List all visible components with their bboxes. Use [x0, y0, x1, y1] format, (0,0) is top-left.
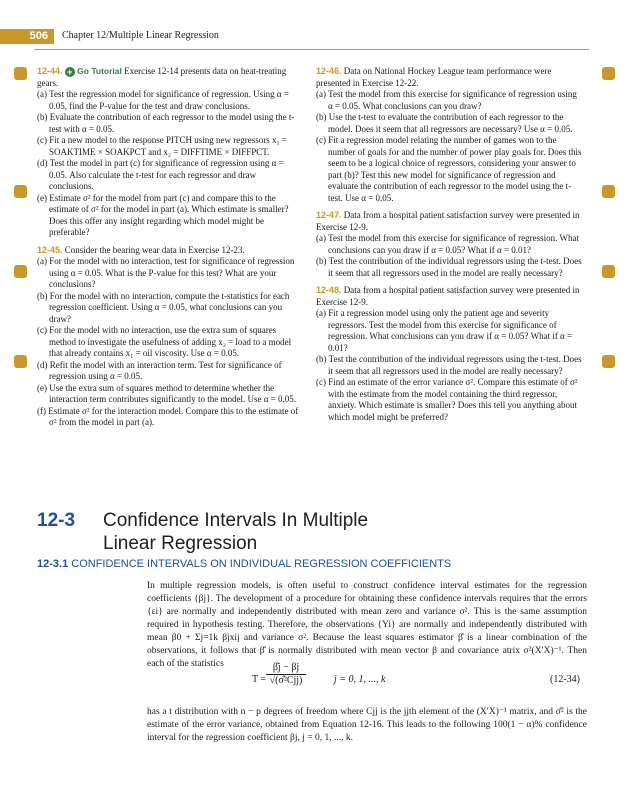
margin-icon-right-3 [602, 265, 615, 278]
exercise-intro: Data from a hospital patient satisfaction survey were presented in Exercise 12-9. [316, 210, 580, 232]
equation-denominator: √(σ̂²Cjj) [269, 675, 303, 686]
exercise-part: (b) Test the contribution of the individual regressors using the t-test. Does it seem that all regressors used in the model are really necessary? [316, 354, 582, 376]
margin-icon-left-4 [14, 355, 27, 368]
right-exercise-column [316, 66, 582, 429]
plus-icon: + [65, 67, 75, 77]
exercise-12-45 [37, 245, 299, 429]
margin-icon-left-1 [14, 67, 27, 80]
exercise-part: (f) Estimate σ² for the interaction model. Compare this to the estimate of σ² from the model in part (a). [37, 405, 299, 427]
exercise-12-46 [316, 66, 582, 204]
section-heading [37, 510, 368, 532]
section-number: 12-3 [37, 510, 76, 531]
exercise-intro: Exercise 12-14 presents data on heat-treating gears. [37, 66, 287, 88]
go-tutorial-link[interactable]: + Go Tutorial [65, 66, 122, 76]
equation-12-34 [220, 662, 580, 696]
equation-range: j = 0, 1, ..., k [334, 674, 386, 685]
margin-icon-right-4 [602, 355, 615, 368]
exercise-12-44 [37, 66, 299, 239]
exercise-part: (d) Refit the model with an interaction term. Test for significance of regression using α = 0.05. [37, 359, 282, 381]
subsection-title: CONFIDENCE INTERVALS ON INDIVIDUAL REGRESSION COEFFICIENTS [71, 558, 452, 570]
exercise-intro: Data from a hospital patient satisfaction survey were presented in Exercise 12-9. [316, 285, 580, 307]
subsection-number: 12-3.1 [37, 558, 69, 570]
exercise-intro: Data on National Hockey League team performance were presented in Exercise 12-22. [316, 66, 552, 88]
equation-fraction [266, 662, 306, 686]
exercise-part: (b) Test the contribution of the individual regressors using the t-test. Does it seem that all regressors used in the model are really necessary? [316, 256, 582, 278]
exercise-part: (d) Test the model in part (c) for significance of regression using α = 0.05. Also calculate the t-test for each regressor and draw conclusions. [37, 158, 284, 191]
exercise-part: (a) Test the model from this exercise for significance of regression using α = 0.05. What conclusions can you draw? [316, 89, 577, 111]
exercise-part: (c) Fit a new model to the response PITCH using new regressors x₁ = SOAKTIME × SOAKPCT and x₂ = DIFFTIME × DIFFPCT. [37, 135, 287, 157]
equation-lhs: T = [252, 674, 267, 685]
exercise-part: (a) Test the model from this exercise for significance of regression. What conclusions can you draw if α = 0.05? What if α = 0.01? [316, 233, 579, 255]
exercise-part: (c) For the model with no interaction, use the extra sum of squares method to investigate the usefulness of adding x₂ = load to a model that already contains x₁ = oil viscosity. Use α = 0.05. [37, 325, 292, 358]
margin-icon-right-1 [602, 67, 615, 80]
exercise-part: (a) Fit a regression model using only the patient age and severity regressors. Test the model from this exercise for significance of regression. What conclusions can you draw if α = 0.05? What if α = 0.01? [316, 308, 573, 353]
exercise-number: 12-46. [316, 66, 342, 76]
exercise-12-48 [316, 285, 582, 423]
body-paragraph-1: In multiple regression models, is often useful to construct confidence interval estimates for the regression coefficients {βj}. The development of a procedure for obtaining these confidence intervals requires that the errors {εi} are normally and independently distributed with mean zero and variance σ². This is the same assumption required in hypothesis testing. Therefore, the observations {Yi} are normally and independently distributed with mean β0 + Σj=1k βjxij and variance σ². Because the least squares estimator β̂ is a linear combination of the observations, it follows that β̂ is normally distributed with mean vector β and covariance atrix σ²(X′X)⁻¹. Then each of the statistics [147, 581, 587, 669]
margin-icon-left-2 [14, 185, 27, 198]
exercise-part: (c) Fit a regression model relating the number of games won to the number of goals for and the number of power play goals for. Does this seem to be a logical choice of regressors, considering your answer to part (b)? Test this new model for significance of regression and evaluate the contribution of each regressor to the model using the t-test. Use α = 0.05. [316, 135, 582, 203]
equation-numerator: β̂j − βj [266, 662, 306, 675]
exercise-number: 12-48. [316, 285, 342, 295]
exercise-intro: Consider the bearing wear data in Exercise 12-23. [64, 244, 245, 255]
page-header [0, 26, 639, 46]
exercise-part: (b) For the model with no interaction, compute the t-statistics for each regression coefficient. Using α = 0.05, what conclusions can you draw? [37, 290, 290, 324]
margin-icon-left-3 [14, 265, 27, 278]
margin-icon-right-2 [602, 185, 615, 198]
left-exercise-column [37, 66, 299, 435]
body-paragraph-2: has a t distribution with n − p degrees of freedom where Cjj is the jjth element of the (X′X)⁻¹ matrix, and σ̂² is the estimate of the error variance, obtained from Equation 12-16. This leads to the following 100(1 − α)% confidence interval for the regression coefficient βj, j = 0, 1, ..., k. [147, 707, 587, 743]
exercise-number: 12-45. [37, 244, 63, 255]
exercise-part: (c) Find an estimate of the error variance σ². Compare this estimate of σ² with the estimate from the model containing the third regressor, anxiety. Which estimate is smaller? Does this tell you anything about which model might be preferred? [316, 377, 578, 422]
subsection-heading [37, 558, 451, 570]
exercise-part: (a) For the model with no interaction, test for significance of regression using α = 0.05. What is the P-value for this test? What are your conclusions? [37, 256, 295, 289]
page-number: 506 [0, 29, 54, 44]
exercise-part: (b) Evaluate the contribution of each regressor to the model using the t-test with α = 0.05. [37, 112, 295, 134]
section-title-line1: Confidence Intervals In Multiple [103, 510, 369, 531]
exercise-number: 12-47. [316, 210, 342, 220]
exercise-part: (e) Use the extra sum of squares method to determine whether the interaction term contributes significantly to the model. Use α = 0.05. [37, 382, 296, 404]
exercise-part: (b) Use the t-test to evaluate the contribution of each regressor to the model. Does it seem that all regressors are necessary? Use α = 0.05. [316, 112, 573, 134]
section-title-line2: Linear Regression [103, 533, 258, 554]
exercise-part: (e) Estimate σ² for the model from part (c) and compare this to the estimate of σ² for the model in part (a). Which estimate is smaller? Does this offer any insight regarding which model might be preferable? [37, 192, 289, 237]
running-head: Chapter 12/Multiple Linear Regression [62, 30, 219, 41]
equation-label: (12-34) [550, 674, 580, 685]
exercise-12-47 [316, 210, 582, 279]
header-rule [34, 49, 589, 50]
exercise-number: 12-44. [37, 66, 63, 76]
exercise-part: (a) Test the regression model for significance of regression. Using α = 0.05, find the P-value for the test and draw conclusions. [37, 89, 289, 111]
